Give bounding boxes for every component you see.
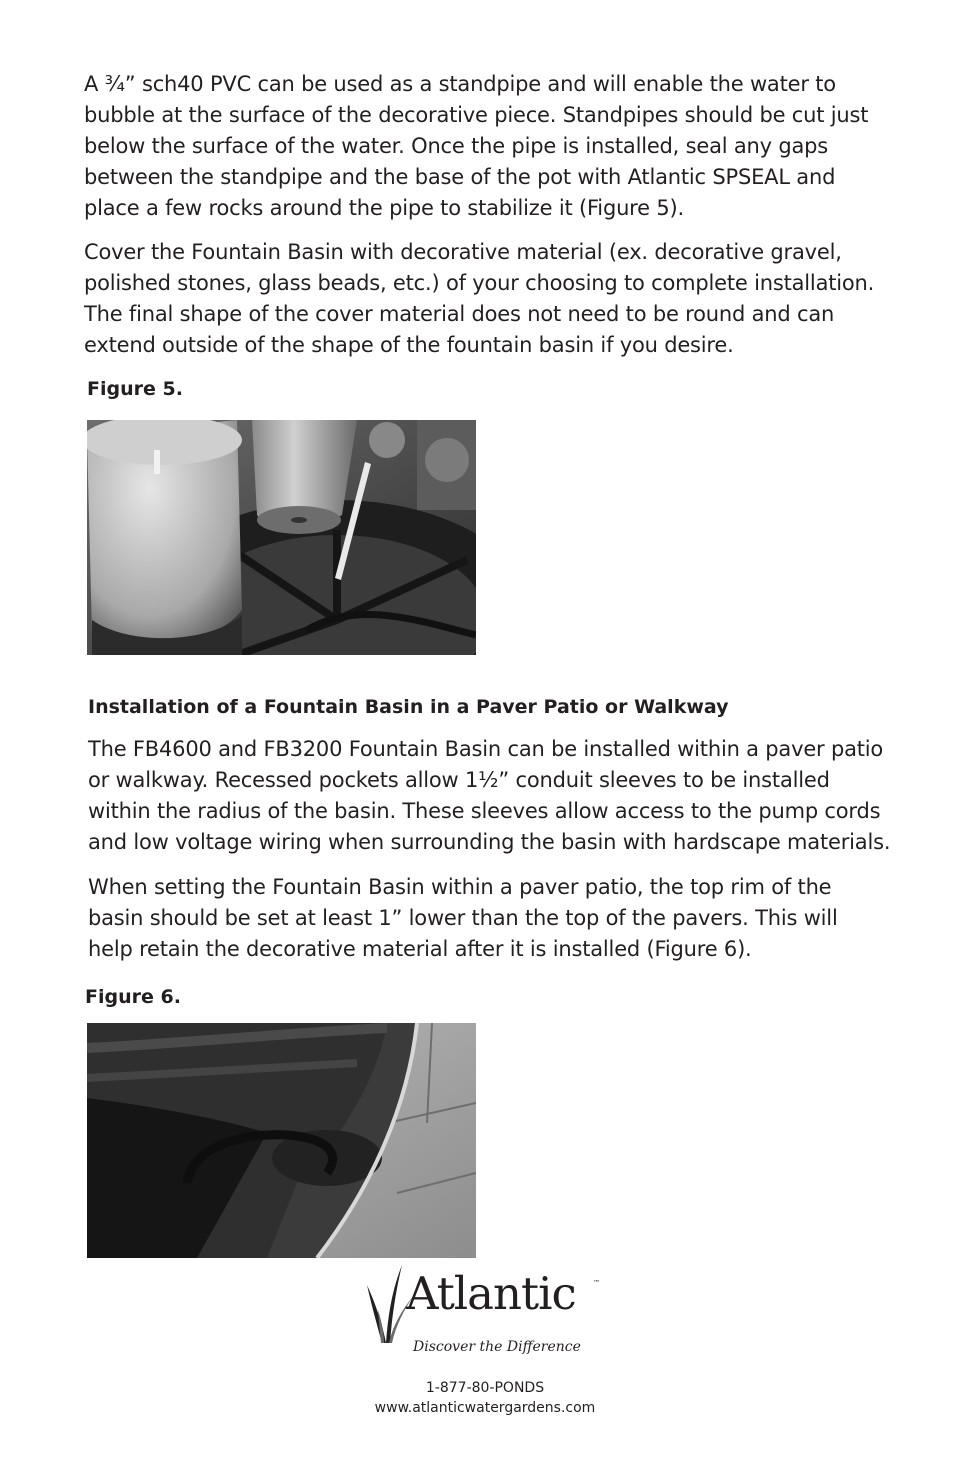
figure-5-photo: [87, 420, 476, 655]
website-link[interactable]: www.atlanticwatergardens.com: [374, 1400, 596, 1416]
brand-tagline: Discover the Difference: [413, 1339, 581, 1355]
figure-6-caption: Figure 6.: [85, 986, 181, 1008]
trademark-symbol: ™: [593, 1279, 600, 1287]
figure-5-caption: Figure 5.: [87, 378, 183, 400]
phone-number: 1-877-80-PONDS: [425, 1380, 545, 1396]
paver-setting-paragraph: When setting the Fountain Basin within a paver patio, the top rim of the basin should be set at least 1” lower than the top of the pavers. This will help retain the decorative material after it is installed (Figure 6).: [88, 875, 838, 961]
atlantic-logo: [362, 1265, 602, 1365]
standpipe-paragraph: A ¾” sch40 PVC can be used as a standpipe and will enable the water to bubble at the surface of the decorative piece. Standpipes should be cut just below the surface of the water. Once the pipe is installed, seal any gaps between the standpipe and the base of the pot with Atlantic SPSEAL and place a few rocks around the pipe to stabilize it (Figure 5).: [84, 72, 869, 220]
paver-intro-paragraph: The FB4600 and FB3200 Fountain Basin can be installed within a paver patio or walkway. Recessed pockets allow 1½” conduit sleeves to be installed within the radius of the basin. These sleeves allow access to the pump cords and low voltage wiring when surrounding the basin with hardscape materials.: [88, 737, 891, 854]
section-heading: Installation of a Fountain Basin in a Paver Patio or Walkway: [88, 696, 729, 718]
figure-6-photo: [87, 1023, 476, 1258]
brand-name: Atlantic: [406, 1267, 576, 1320]
cover-paragraph: Cover the Fountain Basin with decorative material (ex. decorative gravel, polished stones, glass beads, etc.) of your choosing to complete installation. The final shape of the cover material does not need to be round and can extend outside of the shape of the fountain basin if you desire.: [84, 240, 875, 357]
